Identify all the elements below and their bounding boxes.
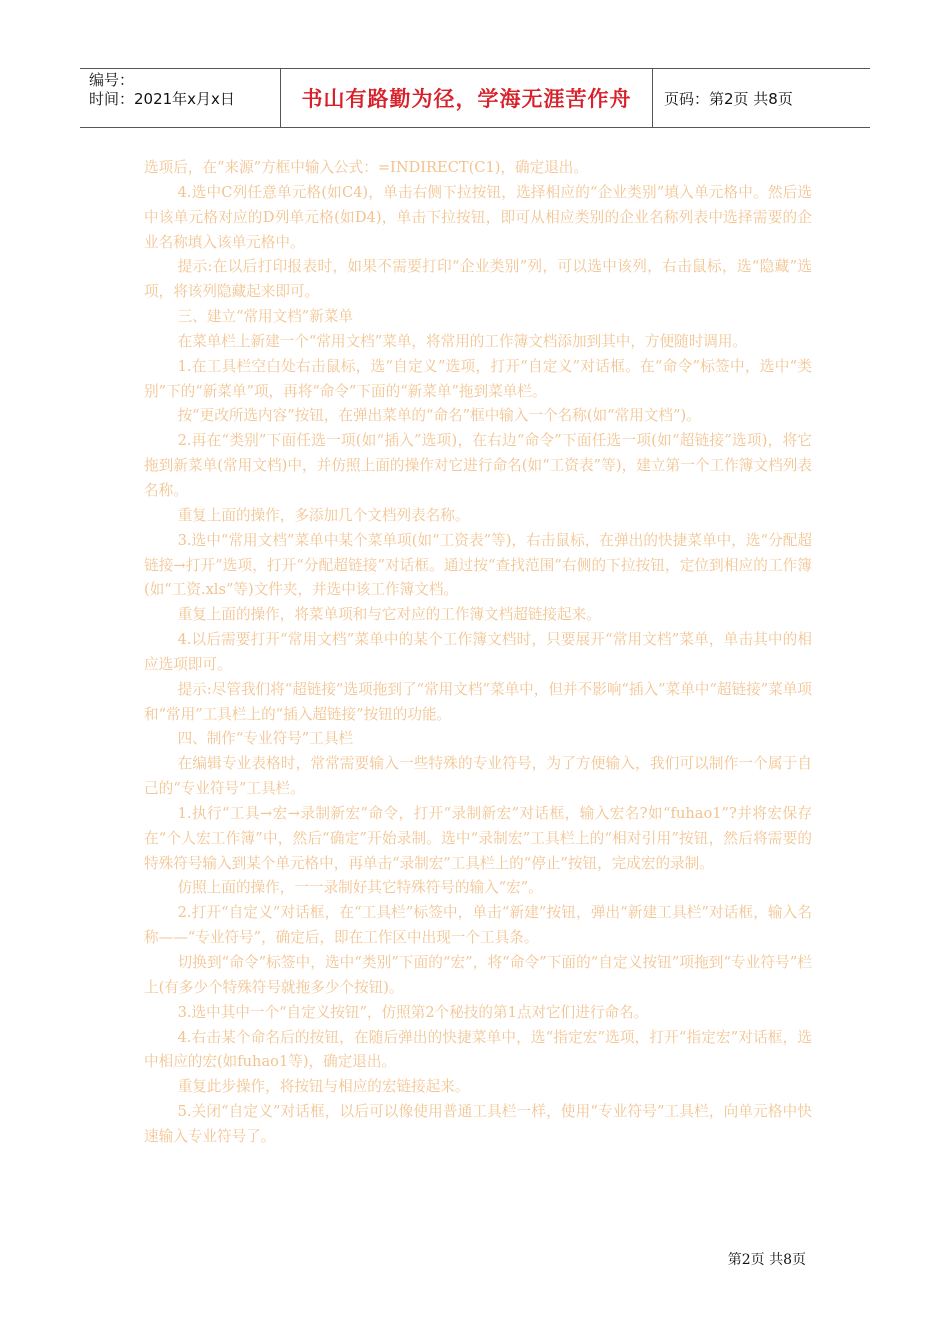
paragraph: 2.再在“类别”下面任选一项(如“插入”选项)，在右边“命令”下面任选一项(如“超链接”选项)，将它拖到新菜单(常用文档)中，并仿照上面的操作对它进行命名(如“工资表”等)，建立第一个工作簿文档列表名称。: [144, 432, 812, 499]
page-header: [80, 68, 870, 128]
header-number: 编号：: [89, 71, 135, 89]
paragraph: 选项后，在“来源”方框中输入公式：=INDIRECT(C1)，确定退出。: [144, 159, 588, 176]
paragraph: 按“更改所选内容”按钮，在弹出菜单的“命名”框中输入一个名称(如“常用文档”)。: [177, 407, 701, 425]
paragraph: 重复此步操作，将按钮与相应的宏链接起来。: [177, 1078, 470, 1096]
paragraph: 在编辑专业表格时，常常需要输入一些特殊的专业符号，为了方便输入，我们可以制作一个属于自己的“专业符号”工具栏。: [144, 755, 812, 798]
paragraph: 3.选中其中一个“自定义按钮”，仿照第2个秘技的第1点对它们进行命名。: [177, 1003, 649, 1021]
paragraph: 在菜单栏上新建一个“常用文档”菜单，将常用的工作簿文档添加到其中，方便随时调用。: [177, 332, 748, 350]
header-page-number: 页码：第2页 共8页: [664, 89, 793, 108]
header-motto: 书山有路勤为径，学海无涯苦作舟: [281, 69, 653, 127]
paragraph: 2.打开“自定义”对话框，在“工具栏”标签中，单击“新建”按钮，弹出“新建工具栏”对话框，输入名称——“专业符号”，确定后，即在工作区中出现一个工具条。: [144, 904, 812, 947]
paragraph: 5.关闭“自定义”对话框，以后可以像使用普通工具栏一样，使用“专业符号”工具栏，向单元格中快速输入专业符号了。: [144, 1103, 812, 1145]
paragraph: 重复上面的操作，将菜单项和与它对应的工作簿文档超链接起来。: [177, 606, 601, 624]
paragraph: 1.执行“工具→宏→录制新宏”命令，打开“录制新宏”对话框，输入宏名?如“fuhao1”?并将宏保存在“个人宏工作簿”中，然后“确定”开始录制。选中“录制宏”工具栏上的“相对引用”按钮，然后将需要的特殊符号输入到某个单元格中，再单击“录制宏”工具栏上的“停止”按钮，完成宏的录制。: [144, 804, 812, 872]
paragraph: 重复上面的操作，多添加几个文档列表名称。: [177, 506, 470, 524]
paragraph: 3.选中“常用文档”菜单中某个菜单项(如“工资表”等)，右击鼠标，在弹出的快捷菜单中，选“分配超链接→打开”选项，打开“分配超链接”对话框。通过按“查找范围”右侧的下拉按钮，定位到相应的工作簿(如“工资.xls”等)文件夹，并选中该工作簿文档。: [144, 531, 812, 599]
document-body: [144, 156, 812, 1150]
paragraph: 提示:在以后打印报表时，如果不需要打印“企业类别”列，可以选中该列，右击鼠标，选“隐藏”选项，将该列隐藏起来即可。: [144, 258, 812, 301]
paragraph: 仿照上面的操作，一一录制好其它特殊符号的输入“宏”。: [177, 879, 543, 897]
section-heading: 四、制作“专业符号”工具栏: [177, 730, 354, 748]
page-footer: 第2页 共8页: [727, 1252, 806, 1268]
section-heading: 三、建立“常用文档”新菜单: [177, 308, 354, 326]
paragraph: 4.右击某个命名后的按钮，在随后弹出的快捷菜单中，选“指定宏”选项，打开“指定宏”对话框，选中相应的宏(如fuhao1等)，确定退出。: [144, 1028, 812, 1071]
paragraph: 4.选中C列任意单元格(如C4)，单击右侧下拉按钮，选择相应的“企业类别”填入单元格中。然后选中该单元格对应的D列单元格(如D4)，单击下拉按钮，即可从相应类别的企业名称列表中选择需要的企业名称填入该单元格中。: [144, 183, 812, 251]
header-time: 时间：2021年x月x日: [89, 90, 235, 108]
paragraph: 4.以后需要打开“常用文档”菜单中的某个工作簿文档时，只要展开“常用文档”菜单，单击其中的相应选项即可。: [144, 631, 812, 673]
paragraph: 切换到“命令”标签中，选中“类别”下面的“宏”，将“命令”下面的“自定义按钮”项拖到“专业符号”栏上(有多少个特殊符号就拖多少个按钮)。: [144, 954, 812, 996]
header-meta: [80, 69, 281, 127]
paragraph: 1.在工具栏空白处右击鼠标，选“自定义”选项，打开“自定义”对话框。在“命令”标签中，选中“类别”下的“新菜单”项，再将“命令”下面的“新菜单”拖到菜单栏。: [144, 357, 812, 400]
paragraph: 提示:尽管我们将“超链接”选项拖到了“常用文档”菜单中，但并不影响“插入”菜单中“超链接”菜单项和“常用”工具栏上的“插入超链接”按钮的功能。: [144, 680, 812, 723]
